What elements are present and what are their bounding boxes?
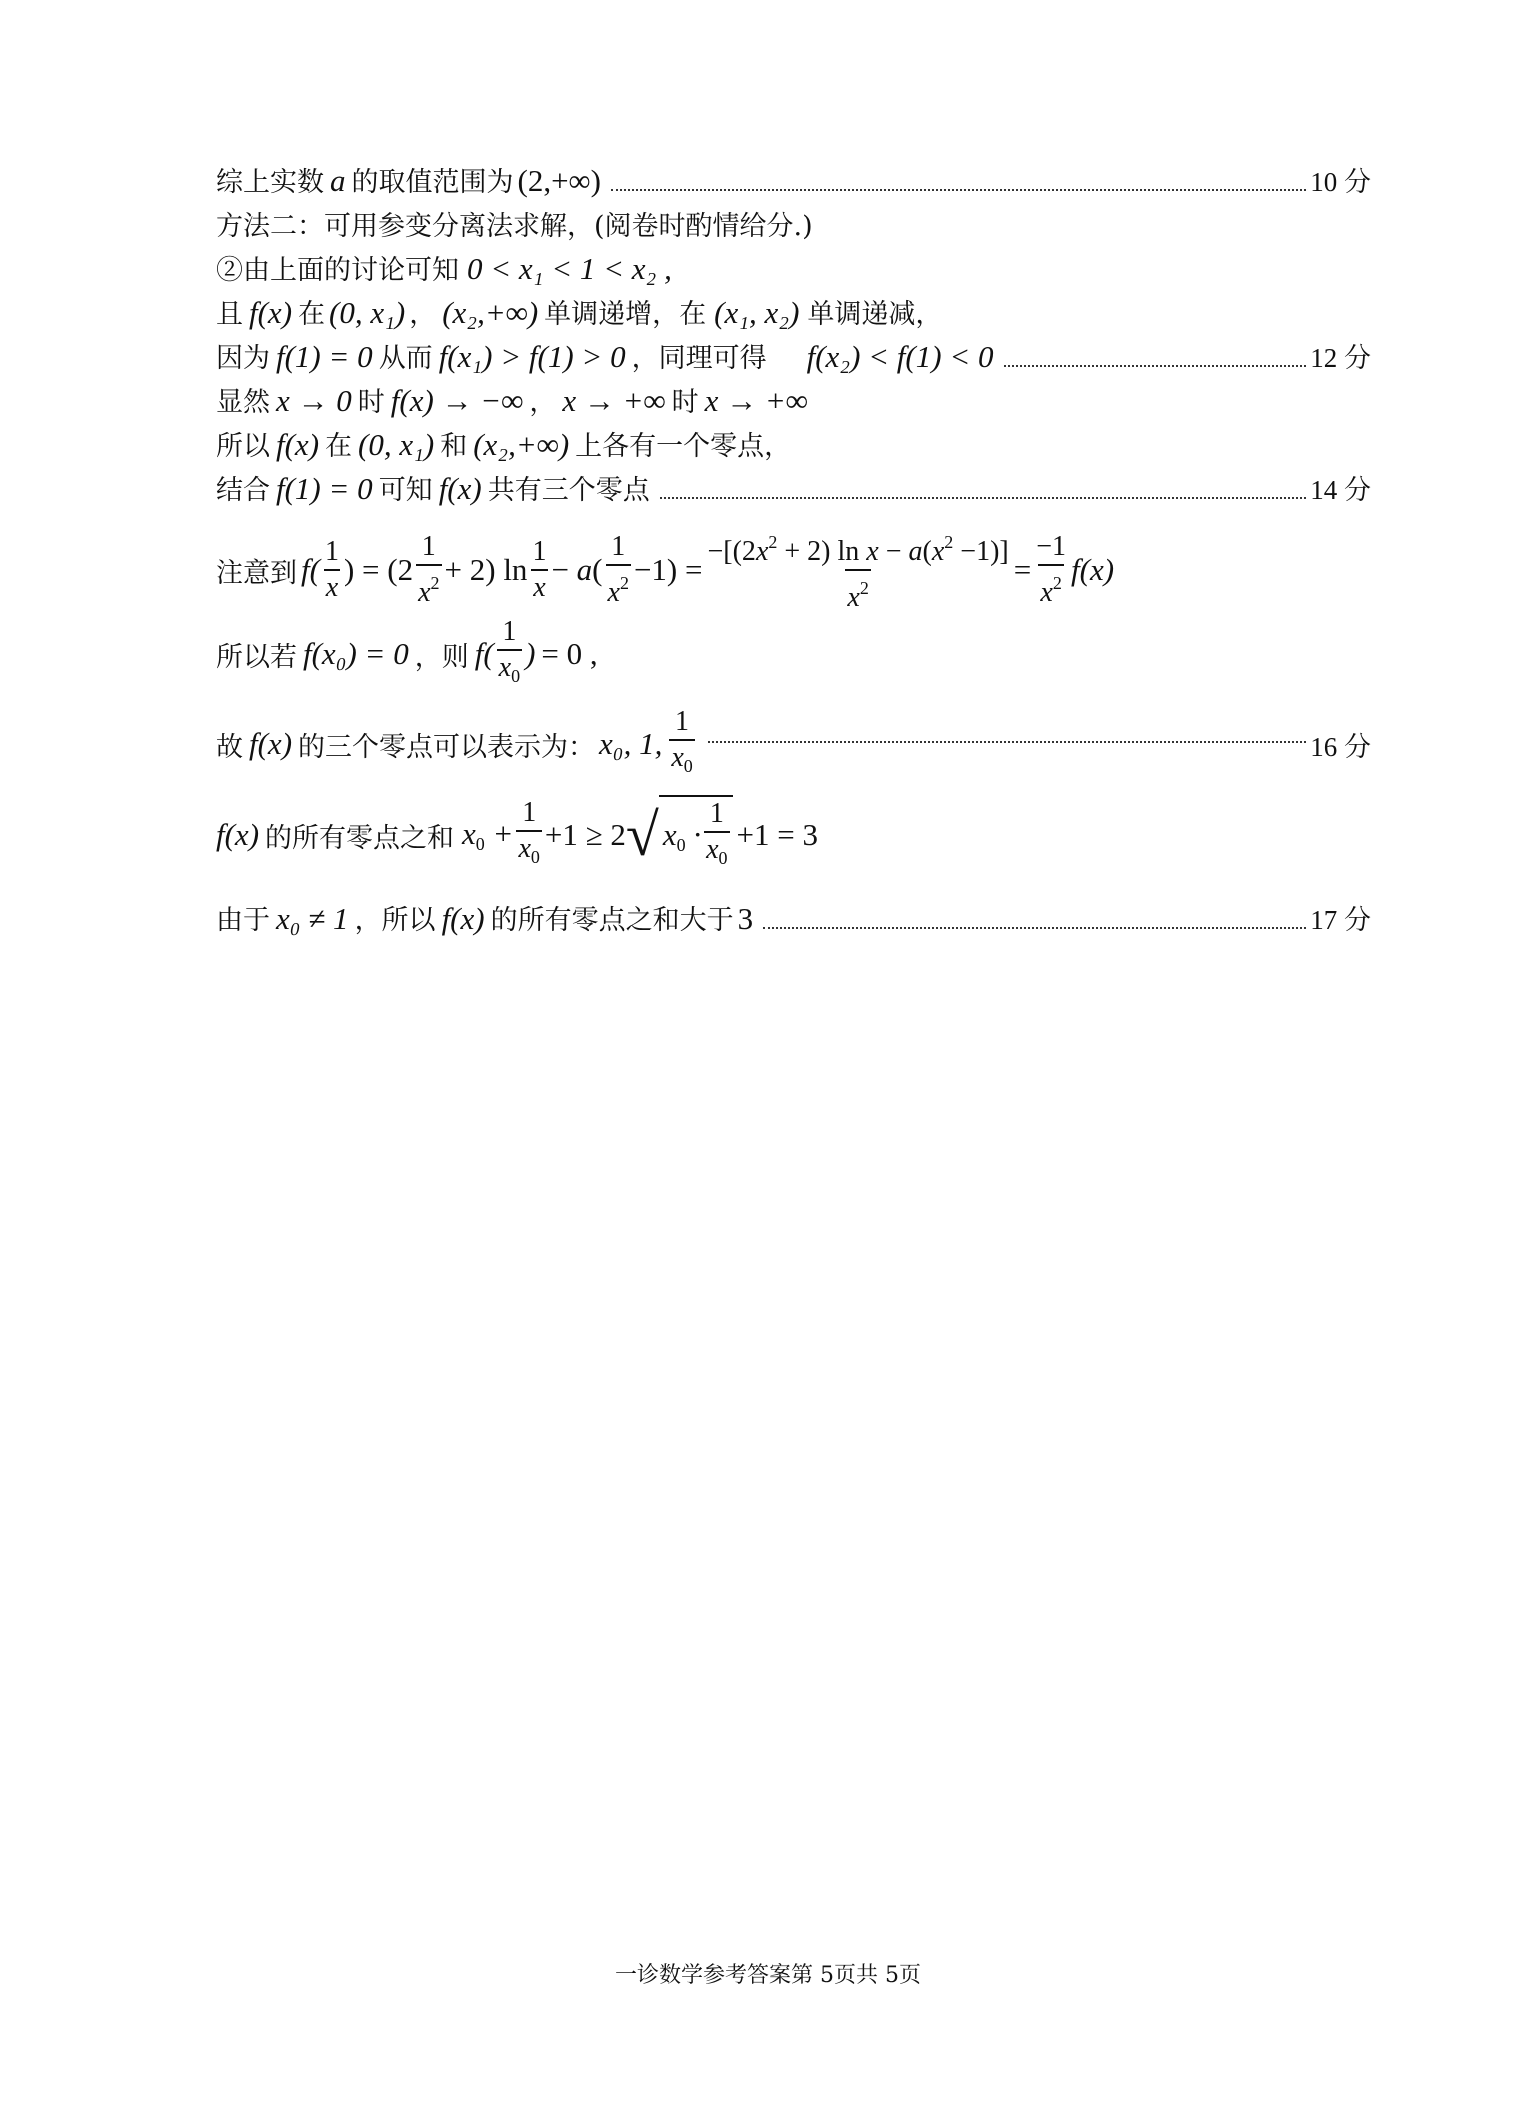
text: ，则: [414, 641, 469, 673]
text: 因为: [216, 343, 270, 374]
text: 且: [216, 299, 243, 330]
page-footer: 一诊数学参考答案第 5页共 5页: [615, 1963, 921, 1988]
text: 注意到: [216, 557, 297, 589]
line-method-two: [216, 204, 1371, 243]
dot-leader: [660, 496, 1307, 499]
line-note-identity: [216, 525, 1371, 615]
math-var: a: [330, 163, 346, 198]
math-expr: +1 = 3: [736, 817, 819, 852]
fraction: $\frac{1}{x}$: [532, 536, 547, 603]
line-conclusion-range: [216, 160, 1371, 199]
fraction: $\frac{-[(2x^2 + 2) \ln x - a(x^2 -1)]}{x^2}$: [707, 532, 1009, 613]
math-expr: − a(: [551, 552, 603, 587]
line-because: [216, 336, 1371, 375]
math-expr: x₀, 1,: [599, 726, 663, 761]
math-expr: $x_0$ ·: [662, 816, 702, 855]
text: ，: [409, 299, 437, 330]
text: ，同理可得: [631, 343, 767, 374]
line-monotonic: [216, 292, 1371, 331]
math-expr: + 2) ln: [444, 552, 528, 587]
math-expr: = 0 ,: [541, 636, 598, 671]
math-expr: x → +∞: [562, 383, 666, 418]
text: 单调递增，在: [544, 299, 707, 330]
math-expr: f(1) = 0: [276, 339, 373, 374]
score: 10 分: [1310, 167, 1371, 197]
text: 的所有零点之和: [265, 822, 455, 854]
math-expr: f(x₀) = 0: [303, 636, 409, 671]
score: 14 分: [1310, 475, 1371, 505]
text: 所以: [216, 431, 270, 462]
line-sum-inequality: [216, 795, 1371, 875]
math-expr: $x_0$ +: [462, 815, 514, 854]
line-final: [216, 898, 1371, 937]
dot-leader: [1004, 364, 1307, 367]
text: ，所以: [354, 905, 436, 936]
fraction: $\frac{1}{x}$: [324, 536, 339, 603]
text: 所以若: [216, 641, 297, 673]
math-fx: f(x): [441, 901, 485, 936]
math-expr: x → 0: [276, 383, 352, 418]
text: 的所有零点之和大于: [490, 905, 734, 936]
math-fx: f(x): [216, 817, 260, 852]
fraction: $\frac{1}{x_0}$: [704, 797, 729, 875]
text: 故: [216, 731, 243, 763]
fraction: $\frac{1}{x^2}$: [418, 531, 440, 608]
text: 可知: [378, 475, 433, 506]
math-expr: ) = (2: [343, 552, 414, 587]
line-obviously: [216, 380, 1371, 419]
math-interval: (0, x₁): [358, 427, 435, 462]
fraction: $\frac{1}{x_0}$: [497, 615, 522, 693]
text: 在: [298, 299, 326, 330]
line-if-zero: [216, 615, 1371, 693]
text: 显然: [216, 387, 270, 418]
math-expr: x₀ ≠ 1: [276, 901, 349, 936]
sqrt: [626, 795, 733, 875]
math-number: 3: [737, 901, 754, 936]
math-expr: −1) =: [633, 552, 703, 587]
text: 时: [671, 387, 699, 418]
math-fx: f(x): [249, 726, 293, 761]
math-inequality: 0 < x₁ < 1 < x₂ ,: [467, 251, 672, 286]
line-zero-each: [216, 424, 1371, 463]
math-fx: f(x): [276, 427, 320, 462]
fraction: $\frac{1}{x_0}$: [669, 705, 694, 783]
math-expr: =: [1013, 552, 1032, 587]
math-f: f(: [301, 552, 320, 587]
math-interval: (2,+∞): [517, 163, 601, 198]
text: 的取值范围为: [351, 167, 514, 198]
text: 和: [440, 431, 468, 462]
score: 17 分: [1310, 905, 1371, 935]
math-expr: f(1) = 0: [276, 471, 373, 506]
math-f: f(: [474, 636, 494, 671]
radical-sign: √: [625, 802, 659, 868]
text: 的三个零点可以表示为：: [298, 731, 596, 763]
text: 上各有一个零点，: [575, 431, 792, 462]
text: ，: [529, 387, 557, 418]
text: 方法二：可用参变分离法求解，(阅卷时酌情给分.): [216, 211, 813, 242]
dot-leader: [611, 188, 1306, 191]
math-fx: f(x): [1071, 552, 1115, 587]
text: 从而: [378, 343, 433, 374]
line-discussion: [216, 248, 1371, 287]
math-interval: (x₂,+∞): [442, 295, 539, 330]
dot-leader: [708, 740, 1306, 743]
math-expr: +1 ≥ 2: [544, 817, 626, 852]
math-interval: (x₂,+∞): [473, 427, 570, 462]
text: 时: [357, 387, 385, 418]
text: 综上实数: [216, 167, 324, 198]
score: 16 分: [1310, 731, 1371, 762]
math-expr: f(x) → −∞: [390, 383, 524, 418]
math-interval: (0, x₁): [329, 295, 406, 330]
math-interval: (x₁, x₂): [714, 295, 800, 330]
math-fx: f(x): [249, 295, 293, 330]
text: ②由上面的讨论可知: [216, 255, 459, 286]
fraction: $\frac{1}{x^2}$: [607, 531, 629, 608]
text: 共有三个零点: [487, 475, 650, 506]
math-fx: f(x): [438, 471, 482, 506]
dot-leader: [763, 926, 1306, 929]
line-three-zeros: [216, 468, 1371, 507]
text: 单调递减，: [807, 299, 943, 330]
text: 在: [325, 431, 353, 462]
math-expr: ): [525, 636, 536, 671]
text: 由于: [216, 905, 270, 936]
fraction: $\frac{-1}{x^2}$: [1036, 531, 1067, 608]
math-expr: f(x₂) < f(1) < 0: [806, 339, 994, 374]
math-expr: x → +∞: [704, 383, 808, 418]
fraction: $\frac{1}{x_0}$: [516, 796, 541, 874]
score: 12 分: [1310, 343, 1371, 373]
line-three-zeros-repr: [216, 705, 1371, 783]
radicand: [659, 795, 733, 875]
text: 结合: [216, 475, 270, 506]
math-expr: f(x₁) > f(1) > 0: [438, 339, 626, 374]
